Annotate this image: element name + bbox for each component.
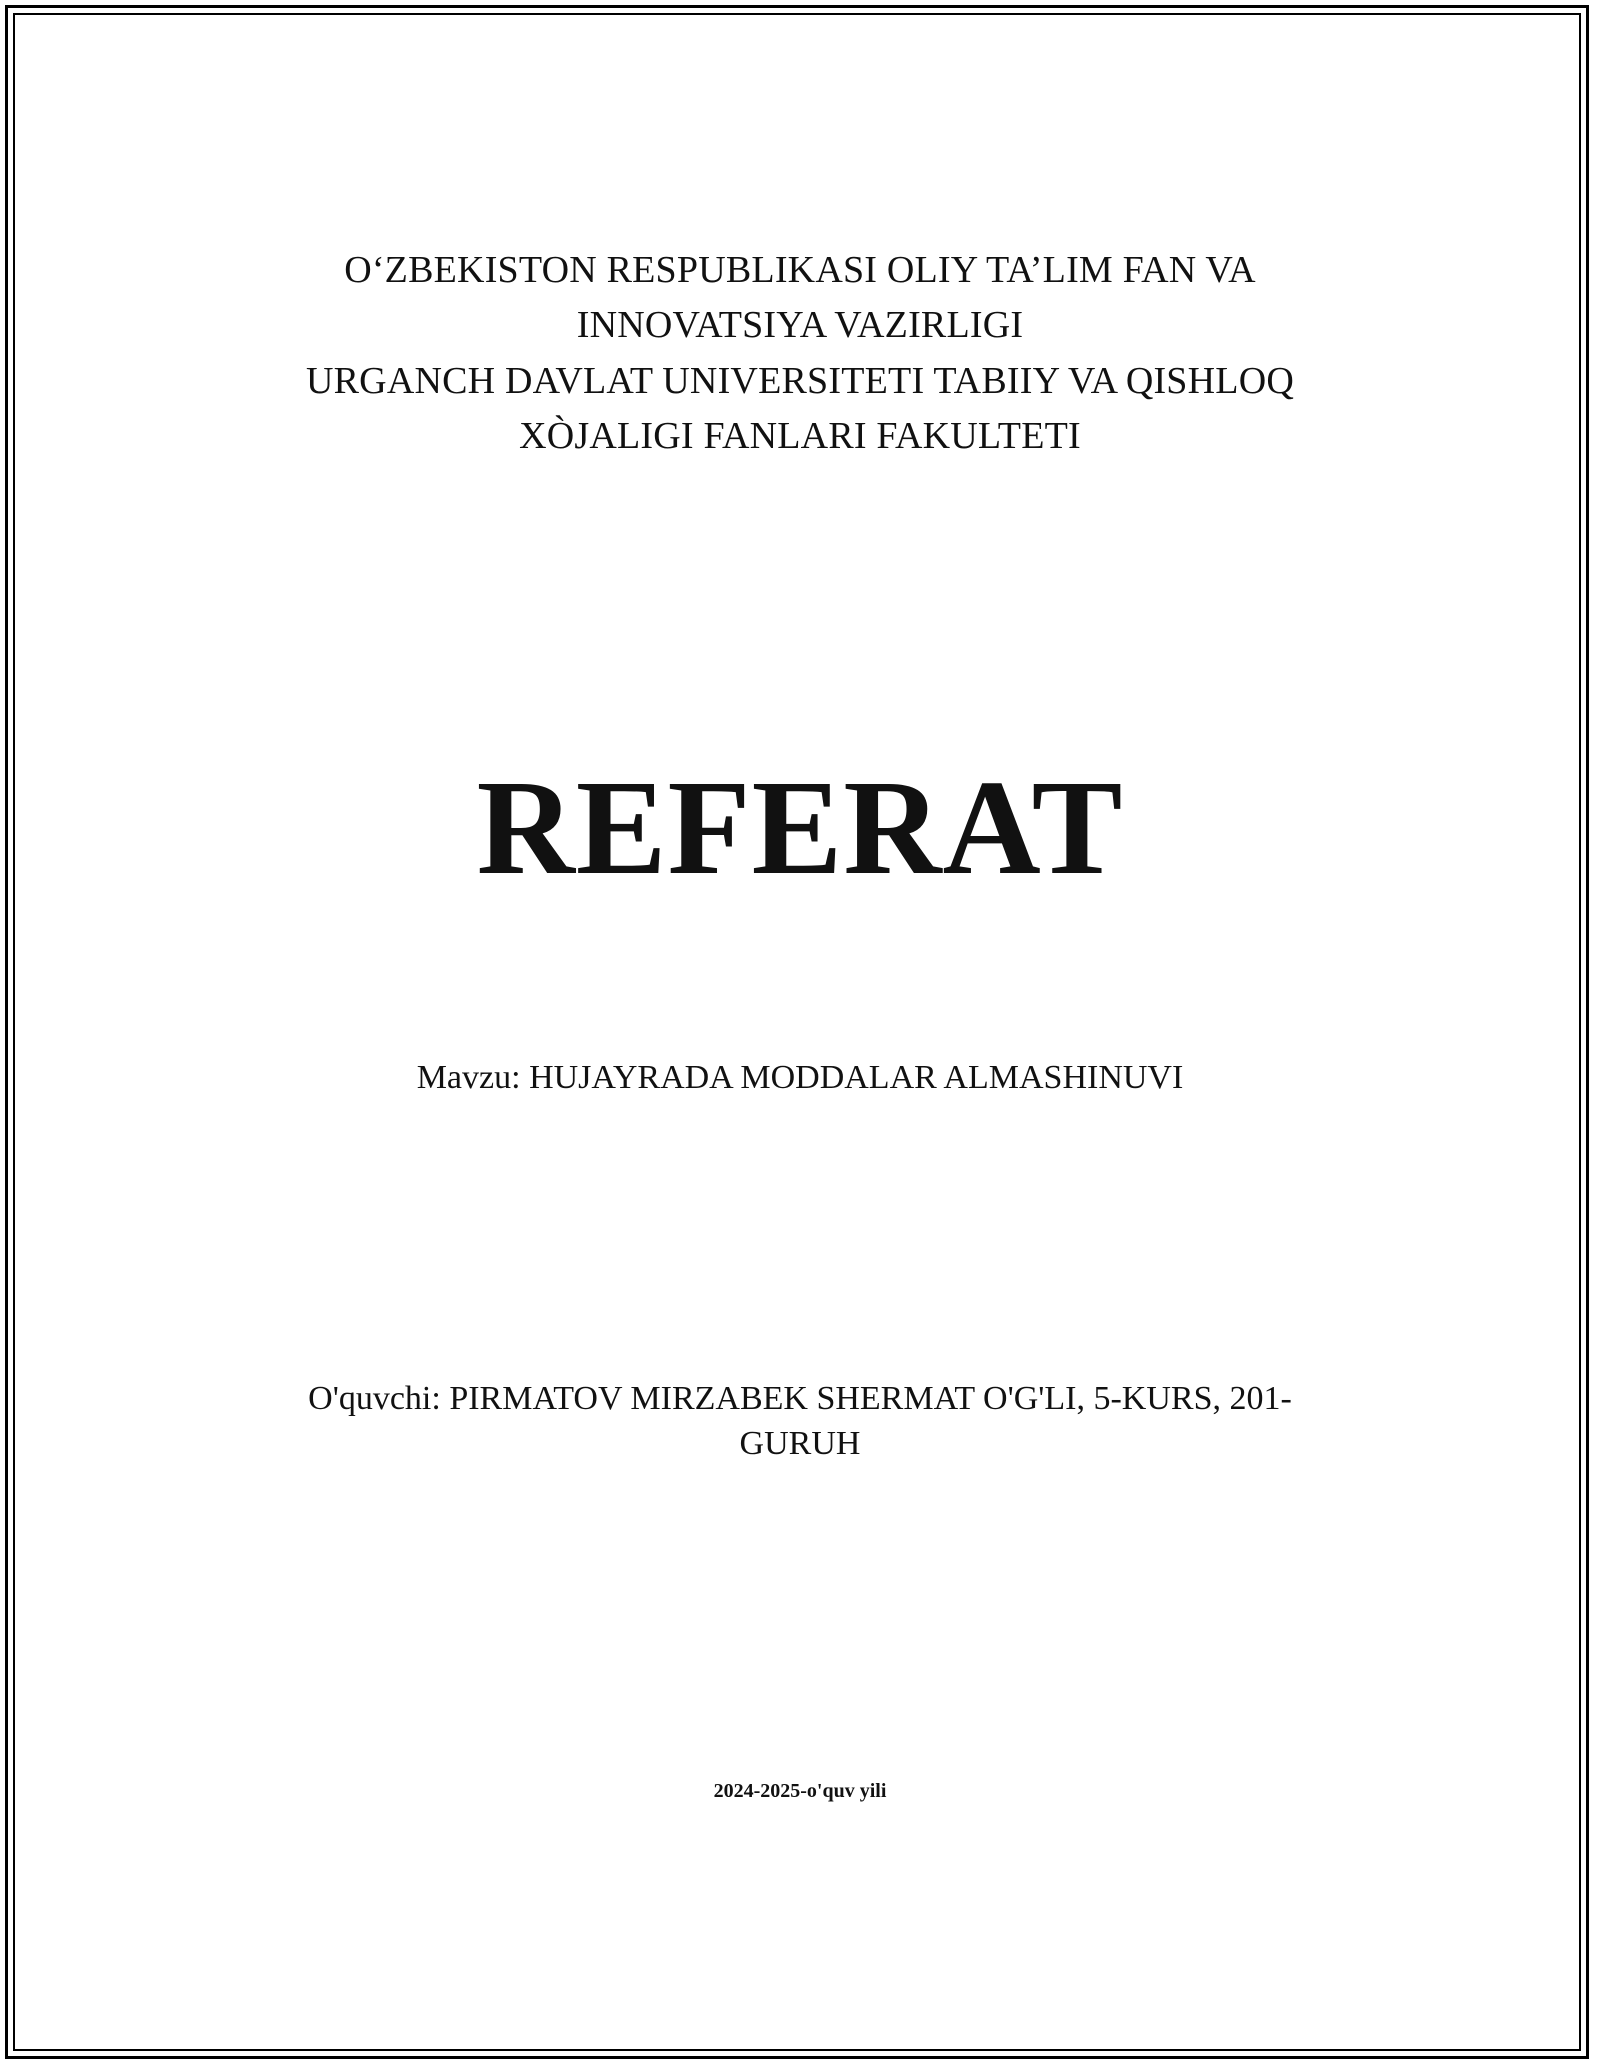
document-title: REFERAT <box>476 753 1124 903</box>
student-info-line-2: GURUH <box>739 1425 861 1462</box>
academic-year: 2024-2025-o'quv yili <box>713 1780 887 1802</box>
student-info-line-1: O'quvchi: PIRMATOV MIRZABEK SHERMAT O'G'LI, 5-KURS, 201- <box>308 1380 1292 1417</box>
faculty-name-line-2: XÒJALIGI FANLARI FAKULTETI <box>519 415 1081 457</box>
topic-line: Mavzu: HUJAYRADA MODDALAR ALMASHINUVI <box>416 1059 1184 1096</box>
ministry-name-line-2: INNOVATSIYA VAZIRLIGI <box>576 304 1024 346</box>
faculty-name-line-1: URGANCH DAVLAT UNIVERSITETI TABIIY VA QISHLOQ <box>305 360 1294 402</box>
ministry-name-line-1: O‘ZBEKISTON RESPUBLIKASI OLIY TA’LIM FAN VA <box>344 249 1256 291</box>
